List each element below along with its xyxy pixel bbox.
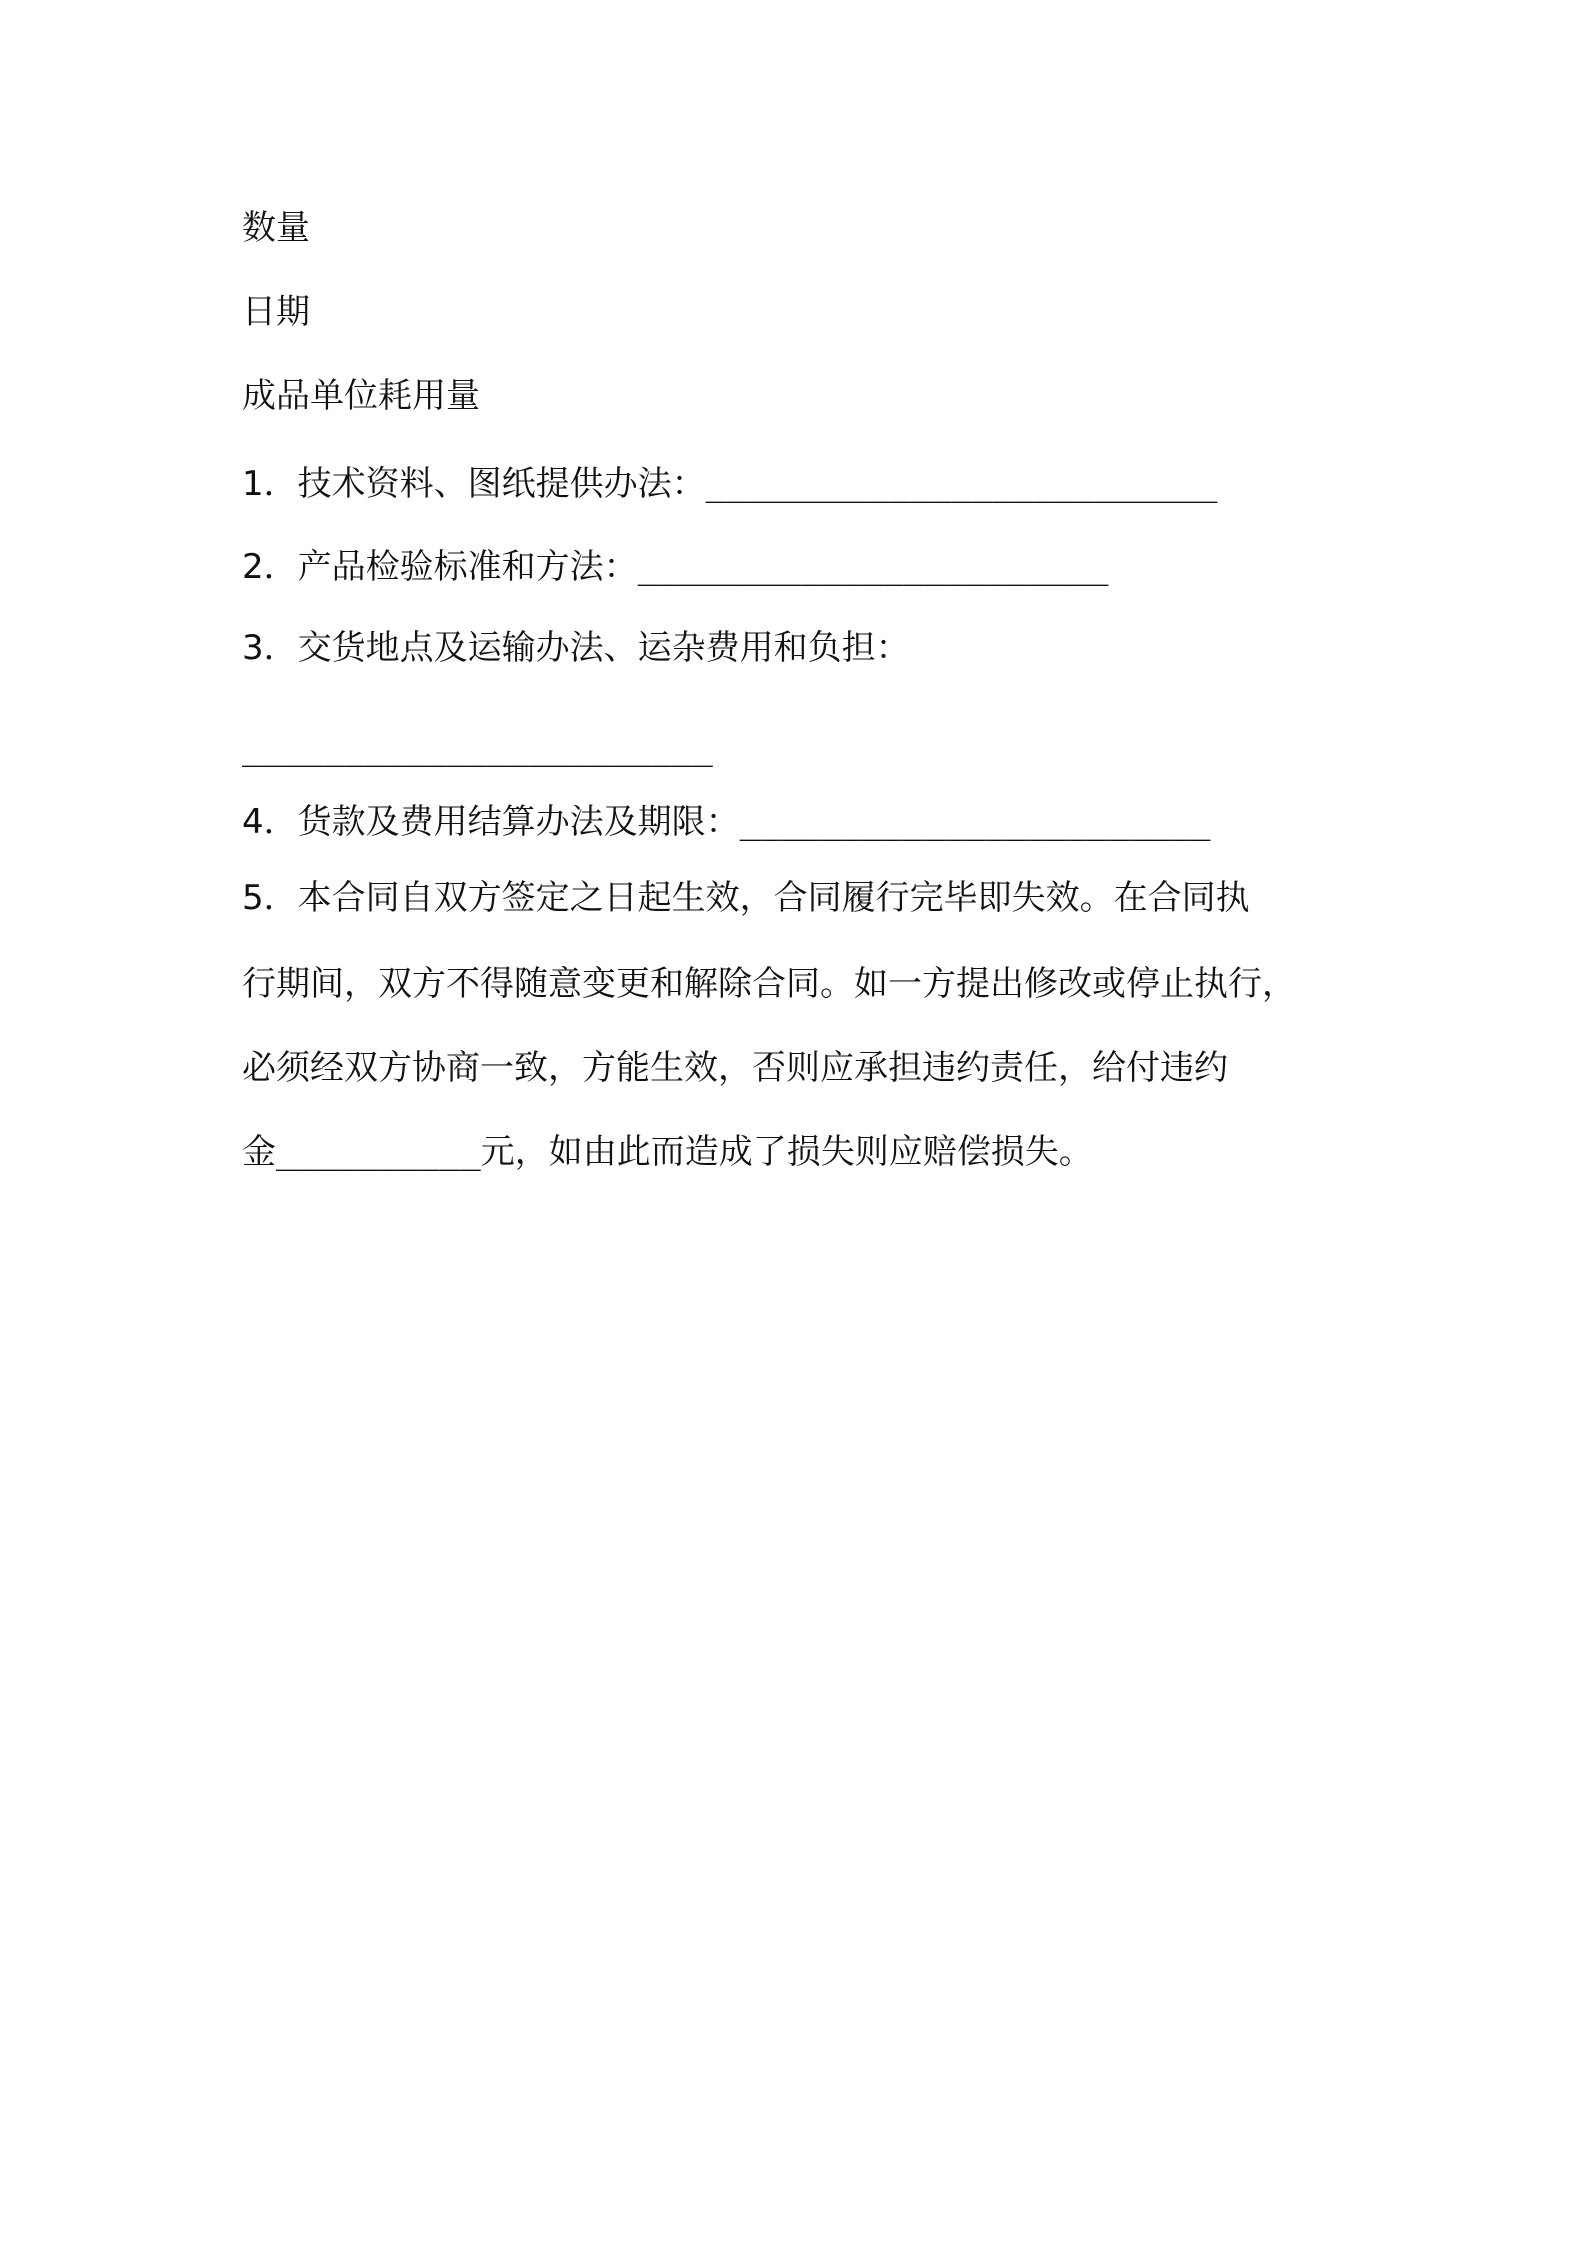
clause-1 — [242, 462, 1217, 506]
clause-5-line-2: 行期间，双方不得随意变更和解除合同。如一方提出修改或停止执行， — [242, 964, 1296, 1004]
clause-5-line-3: 必须经双方协商一致，方能生效，否则应承担违约责任，给付违约 — [242, 1048, 1228, 1088]
clause-3-blank: _______________________ — [242, 728, 713, 768]
label-date: 日期 — [242, 292, 310, 332]
clause-5-line-4 — [242, 1130, 1093, 1174]
clause-2 — [242, 545, 1108, 589]
clause-1-blank: _________________________ — [705, 464, 1218, 504]
clause-5-line-1: 5．本合同自双方签定之日起生效，合同履行完毕即失效。在合同执 — [242, 878, 1250, 918]
clause-1-text: 1．技术资料、图纸提供办法： — [242, 464, 706, 504]
clause-5-line-4-pre: 金 — [242, 1132, 276, 1172]
clause-5-line-4-post: 元，如由此而造成了损失则应赔偿损失。 — [480, 1132, 1093, 1172]
clause-2-text: 2．产品检验标准和方法： — [242, 547, 638, 587]
clause-4 — [242, 800, 1210, 844]
clause-4-text: 4．货款及费用结算办法及期限： — [242, 802, 740, 842]
clause-5-blank: __________ — [276, 1132, 481, 1172]
clause-4-blank: _______________________ — [739, 802, 1211, 842]
clause-3: 3．交货地点及运输办法、运杂费用和负担： — [242, 628, 910, 668]
clause-2-blank: _______________________ — [637, 547, 1109, 587]
label-quantity: 数量 — [242, 208, 310, 248]
label-unit-consumption: 成品单位耗用量 — [242, 376, 480, 416]
